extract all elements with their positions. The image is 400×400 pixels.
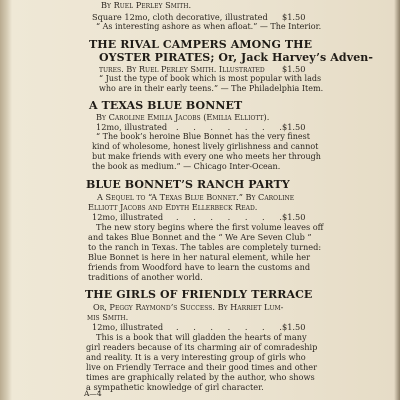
friendly-terrace-leader: . . . . . . . (176, 322, 288, 332)
friendly-terrace-desc-line2: girl readers because of its charming air of comradeship (86, 342, 318, 352)
texas-blue-bonnet-quote-line3: but make friends with every one who meets her through (92, 152, 321, 161)
ranch-party-desc-line1: The new story begins where the first volume leaves off (96, 222, 324, 232)
friendly-terrace-desc-line3: and reality. It is a very interesting group of girls who (86, 352, 306, 362)
friendly-terrace-desc-line4: live on Friendly Terrace and their good times and other (86, 362, 318, 372)
rival-campers-title-line3: tures. By Ruel Perley Smith. Illustrated (99, 64, 265, 74)
signature-mark: A—4 (84, 389, 102, 398)
top-entry-author: By Ruel Perley Smith. (101, 0, 192, 10)
ranch-party-price: $1.50 (282, 212, 306, 222)
ranch-party-desc-line3: to the ranch in Texas. The tables are completely turned: (88, 242, 322, 252)
friendly-terrace-format: 12mo, illustrated (92, 322, 164, 332)
friendly-terrace-price: $1.50 (282, 322, 306, 332)
top-entry-price: $1.50 (282, 12, 306, 22)
texas-blue-bonnet-leader: . . . . . . . (176, 122, 288, 132)
texas-blue-bonnet-title: A TEXAS BLUE BONNET (89, 99, 243, 112)
texas-blue-bonnet-format: 12mo, illustrated (96, 122, 168, 132)
friendly-terrace-subtitle-line2: mis Smith. (87, 312, 129, 322)
ranch-party-format: 12mo, illustrated (92, 212, 164, 222)
ranch-party-desc-line4: Blue Bonnet is here in her natural element, while her (88, 252, 311, 262)
friendly-terrace-subtitle-line1: Or, Peggy Raymond’s Success. By Harriet Lum- (93, 302, 284, 312)
texas-blue-bonnet-quote-line1: “ The book’s heroine Blue Bonnet has the very finest (96, 132, 310, 141)
texas-blue-bonnet-price: $1.50 (282, 122, 306, 132)
friendly-terrace-desc-line5: times are graphically related by the author, who shows (86, 372, 315, 382)
rival-campers-title-line2: OYSTER PIRATES; Or, Jack Harvey’s Adven- (99, 51, 374, 64)
friendly-terrace-title: THE GIRLS OF FRIENDLY TERRACE (85, 288, 313, 301)
ranch-party-title: BLUE BONNET’S RANCH PARTY (86, 178, 290, 191)
ranch-party-line1: A Sequel to “A Texas Blue Bonnet.” By Caroline (97, 192, 295, 202)
ranch-party-desc-line2: and takes Blue Bonnet and the “ We Are Seven Club ” (88, 232, 312, 242)
ranch-party-line2: Elliott Jacobs and Edyth Ellerbeck Read. (88, 202, 258, 212)
rival-campers-quote-line1: “ Just the type of book which is most popular with lads (99, 74, 322, 83)
friendly-terrace-desc-line1: This is a book that will gladden the hearts of many (96, 332, 307, 342)
ranch-party-leader: . . . . . . . (176, 212, 288, 222)
rival-campers-quote-line2: who are in their early teens.” — The Philadelphia Item. (99, 84, 324, 93)
texas-blue-bonnet-author: By Caroline Emilia Jacobs (Emilia Elliott). (96, 112, 270, 122)
texas-blue-bonnet-quote-line4: the book as medium.” — Chicago Inter-Ocean. (92, 162, 281, 171)
rival-campers-price: $1.50 (282, 64, 306, 74)
texas-blue-bonnet-quote-line2: kind of wholesome, honest lively girlishness and cannot (92, 142, 319, 151)
ranch-party-desc-line5: friends from Woodford have to learn the customs and (88, 262, 311, 272)
top-entry-format: Square 12mo, cloth decorative, illustrated (92, 12, 268, 22)
top-entry-quote: “ As interesting ashore as when afloat.” — The Interior. (96, 22, 322, 31)
ranch-party-desc-line6: traditions of another world. (88, 272, 203, 282)
friendly-terrace-desc-line6: a sympathetic knowledge of girl character. (86, 382, 264, 392)
rival-campers-title-line1: THE RIVAL CAMPERS AMONG THE (89, 38, 313, 51)
